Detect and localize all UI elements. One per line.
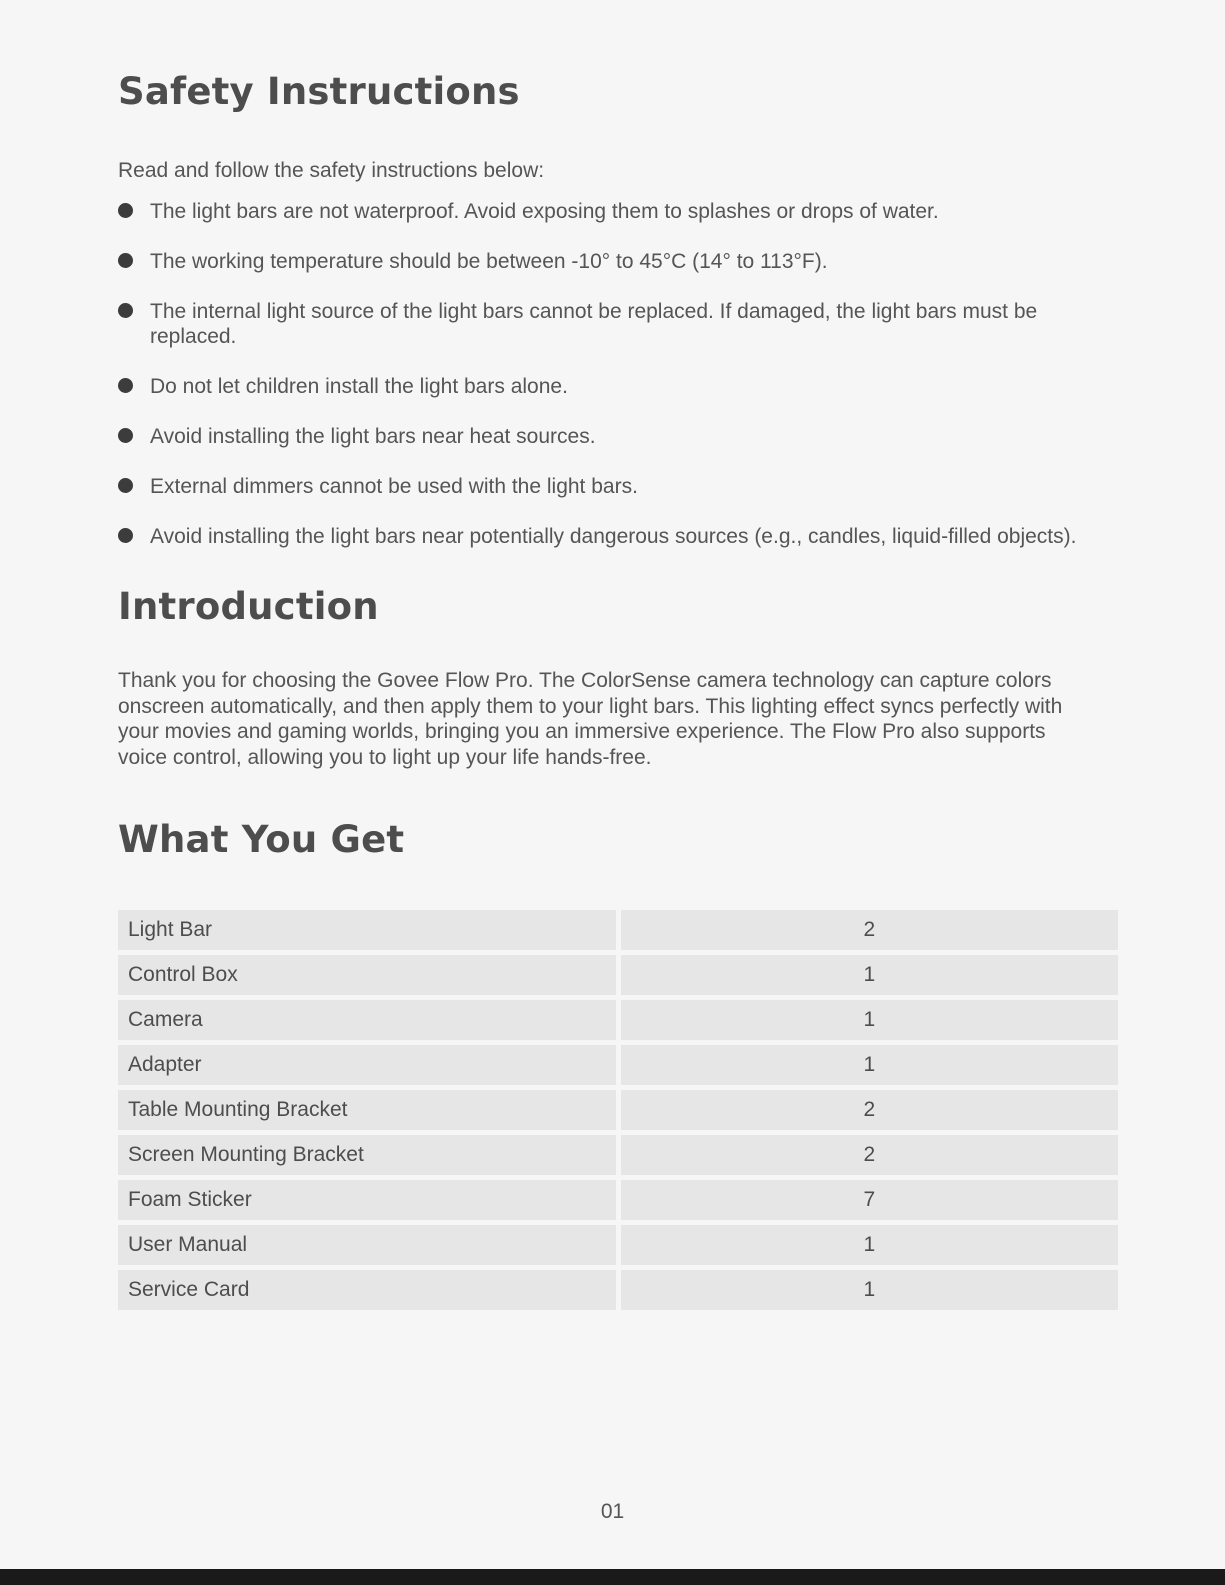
bullet-icon [118,303,133,318]
item-quantity: 1 [621,1270,1118,1310]
page-number: 01 [600,1500,625,1523]
item-quantity: 7 [621,1180,1118,1220]
bullet-icon [118,253,133,268]
safety-section [118,70,1118,549]
bullet-icon [118,203,133,218]
safety-item-text: The working temperature should be between -10° to 45°C (14° to 113°F). [150,250,828,273]
item-quantity: 1 [621,1225,1118,1265]
table-row [118,1090,1118,1130]
safety-item [118,249,1118,274]
what-you-get-section [118,818,1118,1315]
item-quantity: 2 [621,1090,1118,1130]
safety-item-text: The light bars are not waterproof. Avoid exposing them to splashes or drops of water. [150,200,939,223]
item-quantity: 1 [621,955,1118,995]
package-contents-table [118,905,1118,1315]
safety-item [118,199,1118,224]
safety-list [118,199,1118,549]
safety-item-text: Avoid installing the light bars near heat sources. [150,425,596,448]
item-quantity: 2 [621,910,1118,950]
introduction-title: Introduction [118,585,379,628]
bullet-icon [118,378,133,393]
table-row [118,1180,1118,1220]
item-name: Control Box [118,955,621,995]
scan-edge-border [0,1569,1225,1585]
table-row [118,1270,1118,1310]
item-name: Camera [118,1000,621,1040]
item-name: User Manual [118,1225,621,1265]
introduction-text: Thank you for choosing the Govee Flow Pro. The ColorSense camera technology can capture colors onscreen automatically, and then apply them to your light bars. This lighting effect syncs perfectly with your movies and gaming worlds, bringing you an immersive experience. The Flow Pro also supports voice control, allowing you to light up your life hands-free. [118,669,1063,769]
item-name: Foam Sticker [118,1180,621,1220]
safety-title: Safety Instructions [118,70,520,113]
item-name: Table Mounting Bracket [118,1090,621,1130]
table-row [118,910,1118,950]
table-row [118,1135,1118,1175]
safety-item [118,424,1118,449]
safety-lead: Read and follow the safety instructions below: [118,159,545,182]
safety-item-text: Do not let children install the light bars alone. [150,375,568,398]
safety-item [118,524,1118,549]
bullet-icon [118,478,133,493]
item-name: Service Card [118,1270,621,1310]
item-quantity: 1 [621,1000,1118,1040]
page-content [118,70,1118,1315]
item-name: Light Bar [118,910,621,950]
item-name: Adapter [118,1045,621,1085]
item-quantity: 1 [621,1045,1118,1085]
table-row [118,955,1118,995]
table-row [118,1225,1118,1265]
what-you-get-title: What You Get [118,818,405,861]
bullet-icon [118,528,133,543]
safety-item [118,299,1118,349]
safety-item-text: External dimmers cannot be used with the light bars. [150,475,638,498]
safety-item [118,474,1118,499]
bullet-icon [118,428,133,443]
item-name: Screen Mounting Bracket [118,1135,621,1175]
safety-item [118,374,1118,399]
safety-item-text: The internal light source of the light bars cannot be replaced. If damaged, the light bars must be replaced. [150,300,1038,348]
introduction-section [118,585,1118,770]
safety-item-text: Avoid installing the light bars near potentially dangerous sources (e.g., candles, liquid-filled objects). [150,525,1077,548]
table-row [118,1000,1118,1040]
item-quantity: 2 [621,1135,1118,1175]
table-row [118,1045,1118,1085]
